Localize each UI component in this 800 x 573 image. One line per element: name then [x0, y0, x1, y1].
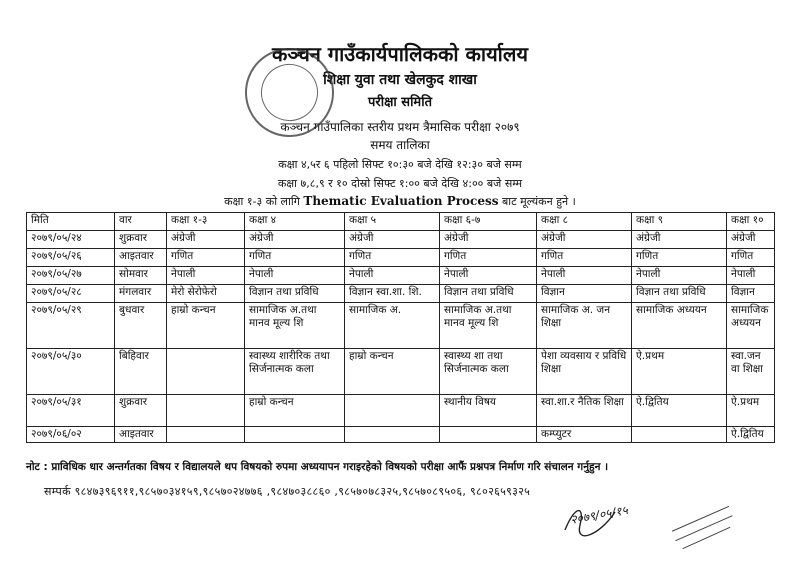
table-cell: ऐ.द्वितिय: [632, 395, 727, 427]
table-row: [27, 349, 775, 395]
table-cell: शुक्रवार: [115, 231, 167, 249]
column-header: कक्षा ६-७: [440, 213, 537, 231]
table-cell: गणित: [727, 249, 775, 267]
table-cell: स्वास्थ्य शारीरिक तथा सिर्जनात्मक कला: [245, 349, 345, 395]
table-cell: २०७९/०५/३१: [27, 395, 115, 427]
table-row: [27, 285, 775, 303]
table-cell: शुक्रवार: [115, 395, 167, 427]
table-row: [27, 427, 775, 443]
contact-numbers: सम्पर्क ९८४७३९६९११,९८५७०३४१५९,९८५७०२४७७६ ,९८४७०३८८६० ,९८५७०७८३२५,९८५७०८९५०६, ९८०२६५९३२५: [44, 485, 531, 498]
table-cell: [345, 427, 440, 443]
signature-date: २०७९/०५/१५: [569, 503, 629, 527]
table-cell: कम्प्युटर: [537, 427, 632, 443]
table-row: [27, 249, 775, 267]
table-cell: पेशा व्यवसाय र प्रविधि शिक्षा: [537, 349, 632, 395]
signature-stamp: [666, 501, 745, 561]
table-cell: स्थानीय विषय: [440, 395, 537, 427]
exam-schedule-table: [26, 212, 775, 443]
signature-stamp-mark: [666, 501, 743, 557]
table-cell: सामाजिक अध्ययन: [727, 303, 775, 349]
table-cell: नेपाली: [245, 267, 345, 285]
committee-title: परीक्षा समिति: [368, 95, 432, 110]
table-cell: बुधवार: [115, 303, 167, 349]
thematic-prefix: कक्षा १-३ को लागि: [224, 195, 300, 208]
table-cell: गणित: [245, 249, 345, 267]
table-cell: आइतवार: [115, 249, 167, 267]
table-cell: अंग्रेजी: [167, 231, 245, 249]
column-header: कक्षा १-३: [167, 213, 245, 231]
table-cell: गणित: [345, 249, 440, 267]
column-header: वार: [115, 213, 167, 231]
table-cell: हाम्रो कन्चन: [167, 303, 245, 349]
column-header: कक्षा ५: [345, 213, 440, 231]
table-cell: स्वा.शा.र नैतिक शिक्षा: [537, 395, 632, 427]
table-cell: [167, 427, 245, 443]
table-cell: गणित: [632, 249, 727, 267]
column-header: कक्षा ४: [245, 213, 345, 231]
schedule-title: समय तालिका: [370, 138, 430, 152]
table-cell: नेपाली: [345, 267, 440, 285]
table-cell: सामाजिक अ.तथा मानव मूल्य शि: [440, 303, 537, 349]
branch-title: शिक्षा युवा तथा खेलकुद शाखा: [323, 72, 477, 88]
table-cell: अंग्रेजी: [440, 231, 537, 249]
table-cell: मंगलवार: [115, 285, 167, 303]
table-cell: मेरो सेरोफेरो: [167, 285, 245, 303]
table-cell: विज्ञान: [537, 285, 632, 303]
table-cell: विज्ञान तथा प्रविधि: [632, 285, 727, 303]
table-cell: नेपाली: [727, 267, 775, 285]
exam-title: कञ्चन गाउँपालिका स्तरीय प्रथम त्रैमासिक परीक्षा २०७९: [280, 120, 520, 134]
table-cell: २०७९/०५/२७: [27, 267, 115, 285]
table-cell: २०७९/०५/२६: [27, 249, 115, 267]
table-cell: [167, 395, 245, 427]
table-cell: ऐ.प्रथम: [632, 349, 727, 395]
footer-note: नोट : प्राविधिक धार अन्तर्गतका विषय र विद्यालयले थप विषयको रुपमा अध्ययापन गराइरहेको विषयको परीक्षा आफैं प्रश्नपत्र निर्माण गरि संचालन गर्नुहुन ।: [26, 461, 609, 473]
thematic-evaluation-line: [0, 194, 800, 209]
table-cell: विज्ञान: [727, 285, 775, 303]
table-cell: नेपाली: [537, 267, 632, 285]
table-cell: बिहिवार: [115, 349, 167, 395]
table-header-row: [27, 213, 775, 231]
office-seal-inner: [252, 55, 328, 131]
thematic-english: Thematic Evaluation Process: [303, 194, 499, 208]
table-cell: सामाजिक अ.तथा मानव मूल्य शि: [245, 303, 345, 349]
column-header: कक्षा ८: [537, 213, 632, 231]
table-cell: अंग्रेजी: [632, 231, 727, 249]
table-cell: [167, 349, 245, 395]
column-header: कक्षा ९: [632, 213, 727, 231]
table-cell: २०७९/०५/२८: [27, 285, 115, 303]
table-cell: नेपाली: [440, 267, 537, 285]
table-cell: विज्ञान तथा प्रविधि: [440, 285, 537, 303]
table-cell: गणित: [537, 249, 632, 267]
table-cell: अंग्रेजी: [727, 231, 775, 249]
table-row: [27, 231, 775, 249]
table-row: [27, 395, 775, 427]
table-cell: २०७९/०५/३०: [27, 349, 115, 395]
table-cell: अंग्रेजी: [245, 231, 345, 249]
table-cell: ऐ.द्वितिय: [727, 427, 775, 443]
table-cell: [345, 395, 440, 427]
table-cell: नेपाली: [632, 267, 727, 285]
table-cell: २०७९/०५/२९: [27, 303, 115, 349]
shift-two-info: कक्षा ७,८,९ र १० दोस्रो सिफ्ट १:०० बजे देखि ४:०० बजे सम्म: [277, 177, 523, 190]
table-cell: [632, 427, 727, 443]
table-cell: ऐ.प्रथम: [727, 395, 775, 427]
table-cell: सोमवार: [115, 267, 167, 285]
table-cell: अंग्रेजी: [537, 231, 632, 249]
table-cell: गणित: [440, 249, 537, 267]
table-cell: सामाजिक अ.: [345, 303, 440, 349]
table-cell: विज्ञान तथा प्रविधि: [245, 285, 345, 303]
table-row: [27, 303, 775, 349]
table-cell: २०७९/०५/२४: [27, 231, 115, 249]
table-cell: २०७९/०६/०२: [27, 427, 115, 443]
table-cell: [440, 427, 537, 443]
office-title: कञ्चन गाउँकार्यपालिकको कार्यालय: [271, 42, 529, 66]
column-header: कक्षा १०: [727, 213, 775, 231]
table-cell: गणित: [167, 249, 245, 267]
table-cell: विज्ञान स्वा.शा. शि.: [345, 285, 440, 303]
table-cell: सामाजिक अ. जन शिक्षा: [537, 303, 632, 349]
table-cell: आइतवार: [115, 427, 167, 443]
thematic-suffix: बाट मूल्यंकन हुने ।: [502, 195, 576, 208]
table-cell: स्वा.जन वा शिक्षा: [727, 349, 775, 395]
table-cell: हाम्रो कन्चन: [345, 349, 440, 395]
table-cell: [245, 427, 345, 443]
exam-schedule-table-wrap: [26, 212, 774, 443]
table-row: [27, 267, 775, 285]
shift-one-info: कक्षा ४,५र ६ पहिलो सिफ्ट १०:३० बजे देखि १२:३० बजे सम्म: [278, 158, 522, 171]
table-cell: सामाजिक अध्ययन: [632, 303, 727, 349]
table-cell: अंग्रेजी: [345, 231, 440, 249]
column-header: मिति: [27, 213, 115, 231]
table-cell: स्वास्थ्य शा तथा सिर्जनात्मक कला: [440, 349, 537, 395]
table-cell: हाम्रो कन्चन: [245, 395, 345, 427]
table-cell: नेपाली: [167, 267, 245, 285]
